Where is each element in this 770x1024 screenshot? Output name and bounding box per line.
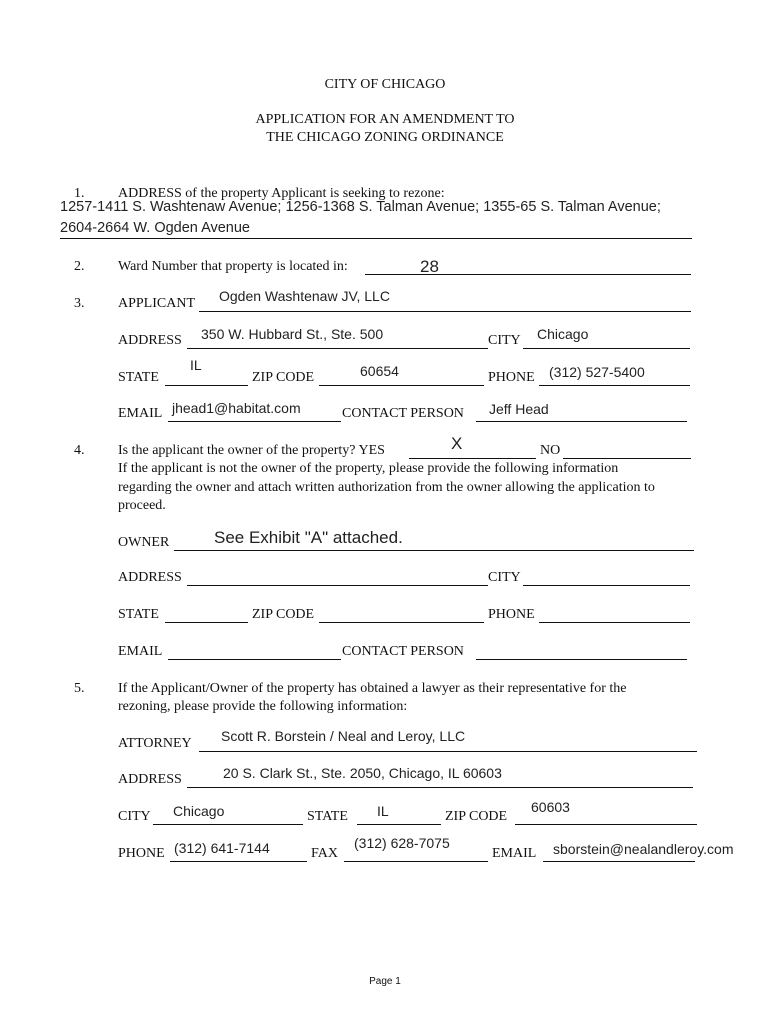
attorney-address-label: ADDRESS bbox=[118, 772, 182, 787]
attorney-phone-field[interactable]: (312) 641-7144 bbox=[174, 840, 270, 856]
attorney-email-field[interactable]: sborstein@nealandleroy.com bbox=[553, 841, 734, 857]
owner-instructions-line2: regarding the owner and attach written authorization from the owner allowing the application to bbox=[118, 480, 655, 495]
ward-underline bbox=[365, 274, 691, 275]
section3-number: 3. bbox=[74, 296, 85, 311]
section1-number: 1. bbox=[74, 186, 85, 201]
property-address-line1[interactable]: 1257-1411 S. Washtenaw Avenue; 1256-1368 S. Talman Avenue; 1355-65 S. Talman Avenue; bbox=[60, 199, 661, 215]
section2-number: 2. bbox=[74, 259, 85, 274]
attorney-state-label: STATE bbox=[307, 809, 348, 824]
owner-state-label: STATE bbox=[118, 607, 159, 622]
attorney-phone-label: PHONE bbox=[118, 846, 165, 861]
form-title-line2: THE CHICAGO ZONING ORDINANCE bbox=[266, 130, 504, 145]
applicant-email-underline bbox=[168, 421, 341, 422]
page-number: Page 1 bbox=[369, 976, 401, 987]
attorney-phone-underline bbox=[170, 861, 307, 862]
no-label: NO bbox=[540, 443, 561, 458]
owner-state-field[interactable] bbox=[165, 622, 248, 623]
attorney-zip-field[interactable]: 60603 bbox=[531, 799, 570, 815]
owner-instructions-line3: proceed. bbox=[118, 498, 166, 513]
attorney-zip-label: ZIP CODE bbox=[445, 809, 508, 824]
owner-contact-field[interactable] bbox=[476, 659, 687, 660]
applicant-email-field[interactable]: jhead1@habitat.com bbox=[172, 400, 301, 416]
attorney-fax-field[interactable]: (312) 628-7075 bbox=[354, 835, 450, 851]
attorney-label: ATTORNEY bbox=[118, 736, 192, 751]
lawyer-instructions-line2: rezoning, please provide the following information: bbox=[118, 699, 408, 714]
applicant-state-underline bbox=[165, 385, 248, 386]
section1-label: ADDRESS of the property Applicant is seeking to rezone: bbox=[118, 186, 445, 201]
applicant-contact-label: CONTACT PERSON bbox=[342, 406, 464, 421]
applicant-address-underline bbox=[187, 348, 488, 349]
owner-city-label: CITY bbox=[488, 570, 521, 585]
section4-number: 4. bbox=[74, 443, 85, 458]
city-heading: CITY OF CHICAGO bbox=[324, 77, 446, 92]
applicant-zip-underline bbox=[319, 385, 484, 386]
applicant-contact-field[interactable]: Jeff Head bbox=[489, 401, 549, 417]
owner-zip-label: ZIP CODE bbox=[252, 607, 315, 622]
applicant-phone-field[interactable]: (312) 527-5400 bbox=[549, 364, 645, 380]
ward-label: Ward Number that property is located in: bbox=[118, 259, 348, 274]
attorney-address-field[interactable]: 20 S. Clark St., Ste. 2050, Chicago, IL 60603 bbox=[223, 765, 502, 781]
applicant-contact-underline bbox=[476, 421, 687, 422]
attorney-address-underline bbox=[187, 787, 693, 788]
owner-address-field[interactable] bbox=[187, 585, 488, 586]
owner-zip-field[interactable] bbox=[319, 622, 484, 623]
applicant-label: APPLICANT bbox=[118, 296, 196, 311]
attorney-city-underline bbox=[153, 824, 303, 825]
owner-phone-field[interactable] bbox=[539, 622, 690, 623]
owner-address-label: ADDRESS bbox=[118, 570, 182, 585]
applicant-field[interactable]: Ogden Washtenaw JV, LLC bbox=[219, 288, 390, 304]
owner-label: OWNER bbox=[118, 535, 170, 550]
owner-email-field[interactable] bbox=[168, 659, 341, 660]
applicant-phone-label: PHONE bbox=[488, 370, 535, 385]
lawyer-instructions-line1: If the Applicant/Owner of the property has obtained a lawyer as their representative for the bbox=[118, 681, 627, 696]
applicant-zip-field[interactable]: 60654 bbox=[360, 363, 399, 379]
attorney-city-field[interactable]: Chicago bbox=[173, 803, 225, 819]
form-title-line1: APPLICATION FOR AN AMENDMENT TO bbox=[255, 112, 515, 127]
attorney-state-underline bbox=[357, 824, 441, 825]
attorney-fax-label: FAX bbox=[311, 846, 338, 861]
owner-underline bbox=[174, 550, 694, 551]
applicant-address-field[interactable]: 350 W. Hubbard St., Ste. 500 bbox=[201, 326, 384, 342]
ward-number-field[interactable]: 28 bbox=[420, 257, 439, 276]
attorney-zip-underline bbox=[515, 824, 697, 825]
owner-city-field[interactable] bbox=[523, 585, 690, 586]
yes-checkbox-mark[interactable]: X bbox=[451, 434, 463, 453]
applicant-state-label: STATE bbox=[118, 370, 159, 385]
owner-contact-label: CONTACT PERSON bbox=[342, 644, 464, 659]
applicant-phone-underline bbox=[539, 385, 690, 386]
owner-phone-label: PHONE bbox=[488, 607, 535, 622]
attorney-city-label: CITY bbox=[118, 809, 151, 824]
applicant-zip-label: ZIP CODE bbox=[252, 370, 315, 385]
owner-email-label: EMAIL bbox=[118, 644, 163, 659]
applicant-city-field[interactable]: Chicago bbox=[537, 326, 589, 342]
applicant-underline bbox=[199, 311, 691, 312]
attorney-email-label: EMAIL bbox=[492, 846, 537, 861]
attorney-field[interactable]: Scott R. Borstein / Neal and Leroy, LLC bbox=[221, 728, 466, 744]
section5-number: 5. bbox=[74, 681, 85, 696]
applicant-email-label: EMAIL bbox=[118, 406, 163, 421]
owner-field[interactable]: See Exhibit "A" attached. bbox=[214, 528, 403, 547]
attorney-fax-underline bbox=[344, 861, 488, 862]
applicant-address-label: ADDRESS bbox=[118, 333, 182, 348]
property-address-line2[interactable]: 2604-2664 W. Ogden Avenue bbox=[60, 220, 250, 236]
applicant-city-label: CITY bbox=[488, 333, 521, 348]
applicant-state-field[interactable]: IL bbox=[190, 357, 202, 373]
owner-question: Is the applicant the owner of the property? YES bbox=[118, 443, 385, 458]
address-underline bbox=[60, 238, 692, 239]
attorney-underline bbox=[199, 751, 697, 752]
yes-underline bbox=[409, 458, 536, 459]
owner-instructions-line1: If the applicant is not the owner of the property, please provide the following information bbox=[118, 461, 619, 476]
applicant-city-underline bbox=[523, 348, 690, 349]
no-underline[interactable] bbox=[563, 458, 691, 459]
attorney-state-field[interactable]: IL bbox=[377, 803, 389, 819]
attorney-email-underline bbox=[543, 861, 695, 862]
